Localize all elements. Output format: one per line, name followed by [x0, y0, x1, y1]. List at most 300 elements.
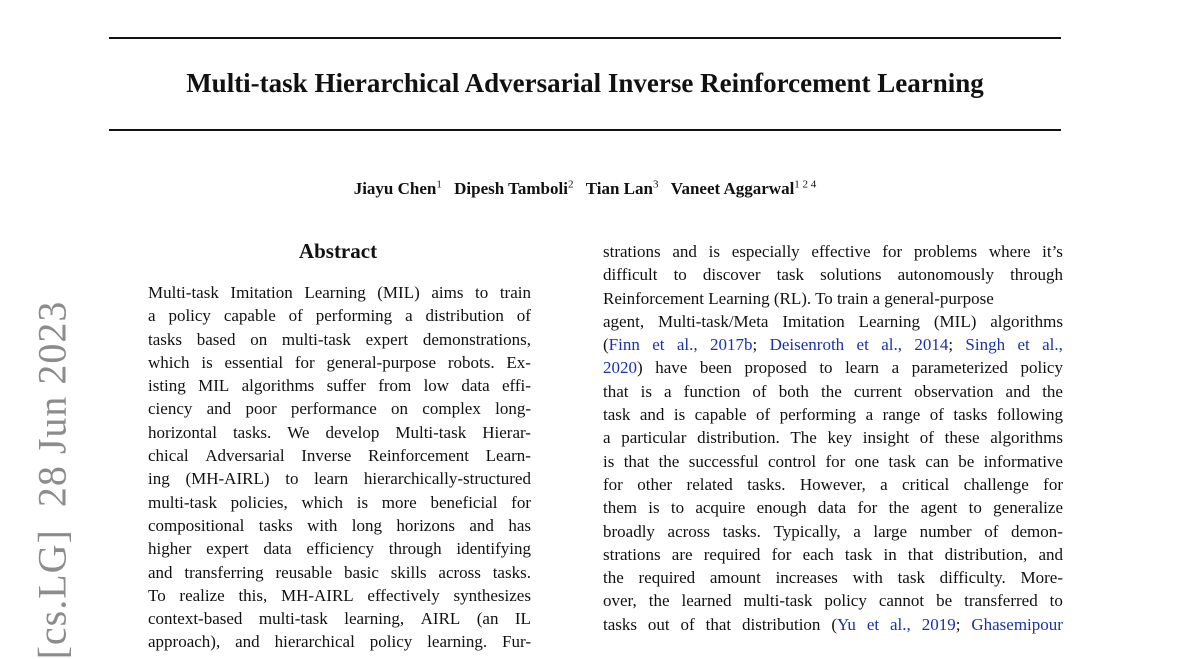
word: is [673, 405, 686, 425]
arxiv-stamp [29, 301, 76, 659]
text-line [148, 514, 531, 537]
citation-link[interactable]: 2020 [603, 358, 637, 378]
word: task [776, 265, 804, 285]
abstract-heading: Abstract [298, 239, 378, 263]
word [652, 333, 664, 356]
word: skills [390, 562, 427, 582]
word: that [623, 451, 650, 471]
word: is [640, 381, 652, 401]
word: complex [422, 399, 481, 419]
word: Learning [304, 283, 366, 302]
word: more [381, 492, 417, 512]
word: robots. [447, 352, 495, 372]
word: across [667, 521, 711, 541]
word: can [925, 451, 949, 471]
word: IL [514, 609, 531, 629]
word: identifying [456, 539, 531, 559]
word: to [670, 498, 685, 518]
word: been [699, 358, 732, 378]
author-4: Vaneet Aggarwal$^{1 2 4}$ [670, 178, 817, 198]
word: multi-task [148, 492, 217, 512]
word: train [499, 283, 531, 302]
word: policy [168, 306, 211, 326]
word: on [391, 399, 409, 419]
citation-link[interactable]: 2014 [914, 335, 949, 355]
word: effi- [501, 376, 531, 396]
word: following [996, 405, 1063, 425]
text-line [148, 281, 531, 304]
word: chical [148, 446, 189, 466]
word: Inverse [301, 446, 352, 466]
word: are [671, 544, 693, 564]
word: current [853, 381, 903, 401]
word: informative [983, 451, 1063, 471]
word: horizons [396, 515, 455, 535]
word: successful [688, 451, 759, 471]
word: has [508, 515, 531, 535]
word: amount [709, 568, 761, 588]
word: task [844, 544, 873, 564]
word: ing [148, 469, 170, 489]
word: which [148, 352, 190, 372]
text-line [148, 467, 531, 490]
word: 2014; [914, 335, 954, 355]
word: higher [148, 539, 192, 559]
word: long- [495, 399, 531, 419]
word: Multi-task [148, 283, 219, 302]
word: required [703, 544, 761, 564]
word: of [288, 306, 303, 326]
word: the [1042, 381, 1063, 401]
text-line [148, 537, 531, 560]
word: ciency [148, 399, 193, 419]
word: 2019; [921, 614, 961, 634]
word: transferring [184, 562, 264, 582]
word: autonomously [897, 265, 994, 285]
citation-link[interactable]: 2017b [710, 335, 753, 355]
word: effective [811, 242, 871, 261]
word: suffer [326, 376, 366, 396]
word: long [351, 515, 383, 535]
word: difficulty. [939, 568, 1006, 588]
word: with [852, 568, 883, 588]
word: expert [365, 329, 409, 349]
word: task [888, 451, 916, 471]
word: Learn- [485, 446, 531, 466]
word: cannot [878, 591, 925, 611]
word: capable [223, 306, 276, 326]
word: tasks. [492, 562, 531, 582]
word: transferred [964, 591, 1038, 611]
word [890, 613, 911, 636]
word: of [984, 521, 999, 541]
citation-link[interactable]: al., [890, 614, 911, 634]
word: Multi-task/Meta [657, 311, 769, 331]
word: have [655, 358, 688, 378]
word: across [438, 562, 481, 582]
word: is [356, 492, 369, 512]
word: performing [315, 306, 393, 326]
word: of [919, 428, 934, 448]
text-line [603, 310, 1063, 333]
word: multi-task [258, 609, 328, 629]
word: and [469, 515, 494, 535]
word: agent [920, 498, 958, 518]
word: algorithms [241, 376, 315, 396]
word: and [148, 562, 173, 582]
word: be [936, 591, 953, 611]
word: the [821, 381, 842, 401]
word: tasks [603, 614, 637, 634]
word: the [888, 498, 910, 518]
citation-link[interactable]: Singh [965, 335, 1006, 355]
word: general-purpose [326, 352, 437, 372]
word: Adversarial [205, 446, 285, 466]
title-rule-top [109, 37, 1061, 39]
citation-link[interactable]: et [1017, 335, 1030, 355]
word: out [647, 614, 670, 634]
word: particular [621, 428, 687, 448]
word: of [752, 381, 767, 401]
word [677, 333, 698, 356]
word: that [705, 614, 732, 634]
text-line [148, 561, 531, 584]
word [965, 333, 1005, 356]
word: distribution [742, 614, 821, 634]
introduction-body [603, 240, 1063, 636]
text-line [148, 421, 531, 444]
citation-link[interactable]: 2019 [921, 614, 956, 634]
word: policies, [230, 492, 288, 512]
word: tasks [148, 329, 182, 349]
text-line [603, 380, 1063, 403]
text-line [603, 333, 1063, 356]
word: The [790, 428, 817, 448]
word: realize [179, 585, 225, 605]
text-line [148, 351, 531, 374]
word: Ex- [506, 352, 531, 372]
word: number [919, 521, 972, 541]
word: policy [824, 591, 867, 611]
word: efficiency [306, 539, 375, 559]
word: essential [224, 352, 284, 372]
word: distribution, [944, 544, 1028, 564]
word: Imitation [782, 311, 845, 331]
word: for [825, 451, 846, 471]
word: AIRL [420, 609, 461, 629]
word: multi-task [281, 329, 351, 349]
word: hierarchically-structured [363, 469, 531, 489]
text-line [603, 566, 1063, 589]
word: and [206, 399, 232, 419]
citation-link[interactable]: Deisenroth [769, 335, 845, 355]
word: insight [862, 428, 910, 448]
text-line [603, 403, 1063, 426]
word: which [301, 492, 344, 512]
word: that [603, 381, 629, 401]
word: observation [914, 381, 994, 401]
word: it’s [1042, 242, 1063, 261]
text-line [603, 356, 1063, 379]
word: to [1049, 591, 1063, 611]
paper-title: Multi-task Hierarchical Adversarial Inverse Reinforcement Learning [186, 68, 984, 98]
word: required [638, 568, 696, 588]
word: one [854, 451, 880, 471]
word: where [988, 242, 1031, 261]
word: multi-task [743, 591, 813, 611]
word: We [287, 422, 310, 442]
word: generalize [993, 498, 1063, 518]
word: horizontal [148, 422, 217, 442]
text-line [148, 328, 531, 351]
word: through [388, 539, 442, 559]
word: low [423, 376, 450, 396]
text-line [603, 613, 1063, 636]
word [867, 613, 879, 636]
word: context-based [148, 609, 243, 629]
citation-link[interactable]: et [856, 335, 869, 355]
word: learn [845, 358, 880, 378]
word: strations [603, 242, 661, 261]
word: is [201, 352, 213, 372]
citation-link[interactable]: al., [881, 335, 902, 355]
word: expert [206, 539, 249, 559]
word: key [827, 428, 853, 448]
word: of [756, 405, 771, 425]
word: proposed [744, 358, 807, 378]
word: Imitation [230, 283, 293, 302]
word: More- [1020, 568, 1063, 588]
word: poor [245, 399, 277, 419]
word: each [802, 544, 834, 564]
text-line [603, 520, 1063, 543]
word: based [196, 329, 236, 349]
word: a [664, 381, 672, 401]
word: distribution [425, 306, 504, 326]
word: both [778, 381, 809, 401]
affiliation-mark: 1 [436, 178, 442, 190]
word: strations [603, 544, 661, 564]
word: Reinforcement [367, 446, 469, 466]
word: aims [431, 283, 464, 302]
word: effectively [367, 585, 440, 605]
word: for [603, 474, 623, 494]
text-line [603, 496, 1063, 519]
text-line [148, 397, 531, 420]
word: data [817, 498, 847, 518]
word: a [603, 428, 611, 448]
affiliation-mark: 2 [567, 178, 574, 190]
word: algorithms [990, 428, 1063, 448]
word: (Yu [831, 614, 856, 634]
text-line [148, 491, 531, 514]
word: 2017b; [710, 335, 758, 355]
word: function [683, 381, 741, 401]
word: and [672, 242, 697, 261]
word: policy [1020, 358, 1063, 378]
word: of [680, 614, 695, 634]
text-line [148, 444, 531, 467]
word: isting [148, 376, 186, 396]
word: a [405, 306, 413, 326]
word: and [1038, 544, 1063, 564]
word: solutions [820, 265, 882, 285]
word: learned [681, 591, 732, 611]
word: performing [779, 405, 857, 425]
word: difficult [603, 265, 658, 285]
text-line: Reinforcement Learning (RL). To train a general-purpose [603, 288, 994, 308]
word: for [1043, 474, 1063, 494]
word: distribution. [697, 428, 780, 448]
author-2: Dipesh Tamboli$^2$ [454, 178, 574, 198]
text-line [148, 584, 531, 607]
word: through [1010, 265, 1063, 285]
word: task [603, 405, 631, 425]
word: discover [702, 265, 761, 285]
word: to [285, 469, 299, 489]
word: learn [314, 469, 349, 489]
word: these [944, 428, 980, 448]
word: control [767, 451, 817, 471]
word: (Finn [603, 335, 640, 355]
text-line [148, 304, 531, 327]
word [881, 333, 902, 356]
word: range [882, 405, 921, 425]
word: for [511, 492, 531, 512]
word: a [891, 358, 900, 378]
word: that [907, 544, 934, 564]
word: However, [799, 474, 866, 494]
word: critical [902, 474, 950, 494]
word: To [148, 585, 166, 605]
word: other [637, 474, 673, 494]
citation-link[interactable]: et [652, 335, 665, 355]
word: broadly [603, 521, 655, 541]
word: beneficial [430, 492, 498, 512]
word [971, 613, 1063, 636]
word: task [897, 568, 925, 588]
text-line [603, 473, 1063, 496]
word: in [883, 544, 897, 564]
word: tasks. [747, 474, 786, 494]
word: develop [325, 422, 380, 442]
word: Learning [858, 311, 920, 331]
word: challenge [963, 474, 1029, 494]
word: a [853, 521, 861, 541]
word: large [873, 521, 908, 541]
word: the [648, 591, 670, 611]
word: tasks. [722, 521, 761, 541]
word: performance [290, 399, 377, 419]
word: related [686, 474, 733, 494]
citation-link[interactable]: Finn [608, 335, 640, 355]
affiliation-mark: 3 [652, 178, 659, 190]
citation-link[interactable]: Yu [837, 614, 856, 634]
word: algorithms [990, 311, 1063, 331]
text-line [148, 607, 531, 630]
word: this, [238, 585, 268, 605]
citation-link[interactable]: Ghasemipour [971, 614, 1063, 634]
word: demon- [1010, 521, 1063, 541]
text-line [603, 543, 1063, 566]
text-line [603, 450, 1063, 473]
word: basic [343, 562, 379, 582]
word: problems [913, 242, 978, 261]
word: synthesizes [453, 585, 531, 605]
word: (MH-AIRL) [185, 469, 270, 489]
word: Typically, [773, 521, 841, 541]
text-line [603, 240, 1063, 263]
word: learning. [427, 632, 488, 652]
word: of [929, 405, 944, 425]
word [1017, 333, 1029, 356]
word: a [865, 405, 874, 425]
arxiv-category: [cs.LG] [29, 529, 75, 659]
citation-link[interactable]: al., [676, 335, 698, 355]
text-line [603, 426, 1063, 449]
word: capable [694, 405, 747, 425]
word: for [882, 242, 903, 261]
word: to [475, 283, 489, 302]
word: to [968, 498, 982, 518]
word: a [148, 306, 156, 326]
citation-link[interactable]: et [866, 614, 880, 634]
title-rule-bottom [109, 129, 1061, 131]
word: them [603, 498, 637, 518]
word: parameterized [911, 358, 1008, 378]
text-line [603, 263, 1063, 286]
word: (an [476, 609, 499, 629]
word: for [857, 498, 878, 518]
word: enough [756, 498, 807, 518]
word: reusable [275, 562, 333, 582]
word: tasks [953, 405, 988, 425]
word: a [880, 474, 888, 494]
word: MH-AIRL [280, 585, 354, 605]
word: policy [369, 632, 413, 652]
word: Fur- [502, 632, 531, 652]
abstract-body [148, 281, 531, 654]
word: demonstrations, [422, 329, 531, 349]
word: and [639, 405, 665, 425]
word: especially [731, 242, 800, 261]
author-list [109, 173, 1061, 200]
word: from [378, 376, 412, 396]
word: be [958, 451, 975, 471]
word: to [673, 265, 687, 285]
word [857, 333, 869, 356]
text-line [603, 589, 1063, 612]
affiliation-mark: 1 2 4 [794, 178, 817, 190]
word: on [250, 329, 268, 349]
word: tasks. [232, 422, 272, 442]
word: for [294, 352, 315, 372]
word: Hierar- [482, 422, 531, 442]
word [1042, 333, 1063, 356]
word: is [603, 451, 615, 471]
word: tasks [258, 515, 293, 535]
word: the [658, 451, 680, 471]
word: with [307, 515, 338, 535]
word: approach), [148, 632, 221, 652]
word: (MIL) [377, 283, 420, 302]
word: hierarchical [274, 632, 355, 652]
word: Multi-task [395, 422, 467, 442]
word: over, [603, 591, 637, 611]
word: 2020) [603, 358, 643, 378]
word: compositional [148, 515, 245, 535]
citation-link[interactable]: al., [1042, 335, 1063, 355]
